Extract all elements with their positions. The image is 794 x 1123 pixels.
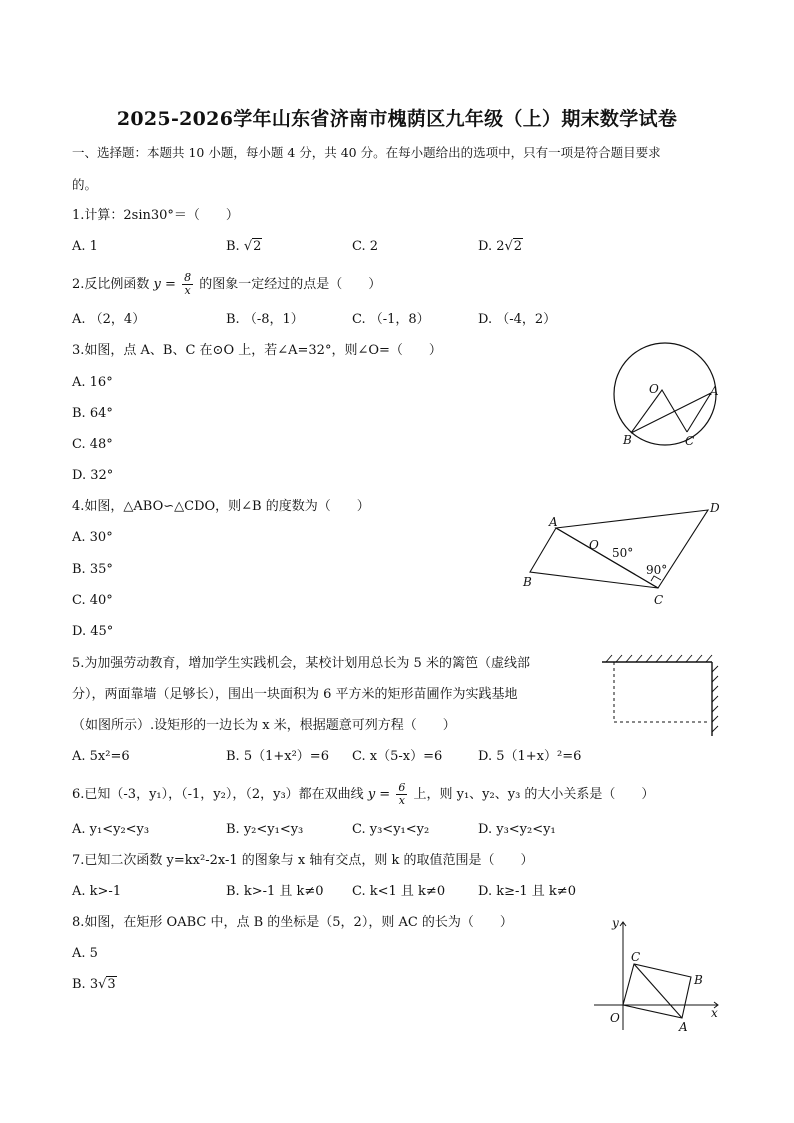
exam-title: 2025-2026学年山东省济南市槐荫区九年级（上）期末数学试卷 bbox=[116, 108, 678, 130]
q8-label-c: C bbox=[631, 950, 641, 964]
q1-option-c: C. 2 bbox=[352, 239, 379, 254]
q4-option-b: B. 35° bbox=[72, 562, 113, 577]
q3-circle-figure bbox=[600, 345, 730, 455]
q5-stem-line1: 5.为加强劳动教育，增加学生实践机会，某校计划用总长为 5 米的篱笆（虚线部 bbox=[72, 656, 530, 671]
q4-label-b: B bbox=[523, 575, 532, 589]
q6-option-c: C. y₃<y₁<y₂ bbox=[352, 822, 430, 837]
q8-option-a: A. 5 bbox=[72, 946, 98, 961]
q7-option-c: C. k<1 且 k≠0 bbox=[352, 884, 446, 899]
q4-angle-50: 50° bbox=[612, 546, 634, 560]
q7-option-b: B. k>-1 且 k≠0 bbox=[226, 884, 324, 899]
q3-option-a: A. 16° bbox=[72, 375, 113, 390]
q5-option-d: D. 5（1+x）²=6 bbox=[478, 749, 582, 764]
q3-label-c: C bbox=[685, 434, 695, 448]
section-instructions-cont: 的。 bbox=[72, 177, 98, 192]
q4-similar-triangles-figure bbox=[515, 498, 730, 610]
q3-option-d: D. 32° bbox=[72, 468, 114, 483]
q8-rectangle-figure bbox=[590, 912, 725, 1037]
q8-label-o: O bbox=[610, 1011, 620, 1025]
q1-option-a: A. 1 bbox=[72, 239, 98, 254]
q8-label-b: B bbox=[694, 973, 703, 987]
q4-triangle-abo bbox=[530, 528, 658, 588]
q6-option-d: D. y₃<y₂<y₁ bbox=[478, 822, 556, 837]
q1-d-radicand: 2 bbox=[513, 239, 523, 254]
q6-fraction: $\frac{6}{x}$ bbox=[398, 781, 406, 807]
q4-option-c: C. 40° bbox=[72, 593, 113, 608]
q5-stem-line3: （如图所示）.设矩形的一边长为 x 米，根据题意可列方程（ ） bbox=[72, 718, 456, 733]
q6-stem: 6.已知（-3，y₁），（-1，y₂），（2，y₃）都在双曲线 y = $\frac{6}{x}$ 上，则 y₁、y₂、y₃ 的大小关系是（ ） bbox=[72, 781, 655, 807]
q3-label-o: O bbox=[649, 382, 659, 396]
q3-option-c: C. 48° bbox=[72, 437, 113, 452]
q5-wall-hatching bbox=[606, 655, 718, 732]
q4-label-a: A bbox=[549, 515, 558, 529]
q8-b-radicand: 3 bbox=[107, 977, 116, 992]
q8-option-b: B. 3√3 bbox=[72, 977, 116, 992]
q3-stem: 3.如图，点 A、B、C 在⊙O 上，若∠A=32°，则∠O=（ ） bbox=[72, 343, 442, 358]
q2-option-d: D. （-4，2） bbox=[478, 312, 557, 327]
q4-label-c: C bbox=[654, 593, 664, 607]
q4-option-a: A. 30° bbox=[72, 530, 113, 545]
q5-option-b: B. 5（1+x²）=6 bbox=[226, 749, 329, 764]
q4-angle-90: 90° bbox=[646, 563, 668, 577]
q7-stem: 7.已知二次函数 y=kx²-2x-1 的图象与 x 轴有交点，则 k 的取值范围是（ ） bbox=[72, 853, 534, 868]
q1-b-radicand: 2 bbox=[253, 239, 262, 254]
q1-option-b: B. √2 bbox=[226, 239, 262, 254]
q3-angle-a bbox=[631, 393, 711, 433]
q7-option-d: D. k≥-1 且 k≠0 bbox=[478, 884, 576, 899]
q4-label-o: O bbox=[589, 538, 599, 552]
q2-option-a: A. （2，4） bbox=[72, 312, 146, 327]
q2-stem: 2.反比例函数 y = $\frac{8}{x}$ 的图象一定经过的点是（ ） bbox=[72, 271, 382, 297]
q2-fraction: $\frac{8}{x}$ bbox=[184, 271, 192, 297]
q8-stem: 8.如图，在矩形 OABC 中，点 B 的坐标是（5，2），则 AC 的长为（ ） bbox=[72, 915, 513, 930]
q5-fence-figure bbox=[600, 652, 718, 738]
q1-stem: 1.计算：2sin30°＝（ ） bbox=[72, 208, 239, 223]
q5-stem-line2: 分），两面靠墙（足够长），围出一块面积为 6 平方米的矩形苗圃作为实践基地 bbox=[72, 687, 518, 702]
q6-option-b: B. y₂<y₁<y₃ bbox=[226, 822, 304, 837]
q4-option-d: D. 45° bbox=[72, 624, 114, 639]
q3-label-b: B bbox=[623, 433, 632, 447]
q4-stem: 4.如图，△ABO∽△CDO，则∠B 的度数为（ ） bbox=[72, 499, 370, 514]
q8-label-a: A bbox=[679, 1020, 688, 1034]
q3-angle-o bbox=[631, 390, 687, 433]
q2-option-b: B. （-8，1） bbox=[226, 312, 304, 327]
q1-option-d: D. 2√2 bbox=[478, 239, 523, 254]
q7-option-a: A. k>-1 bbox=[72, 884, 122, 899]
q8-rectangle-oabc bbox=[623, 964, 691, 1018]
q3-option-b: B. 64° bbox=[72, 406, 113, 421]
q4-label-d: D bbox=[710, 501, 720, 515]
q8-diagonal-ac bbox=[634, 964, 682, 1018]
q5-fence-dashed bbox=[614, 662, 708, 722]
q2-option-c: C. （-1，8） bbox=[352, 312, 430, 327]
q3-label-a: A bbox=[710, 384, 719, 398]
q6-option-a: A. y₁<y₂<y₃ bbox=[72, 822, 150, 837]
section-instructions: 一、选择题：本题共 10 小题，每小题 4 分，共 40 分。在每小题给出的选项中，只有一项是符合题目要求 bbox=[72, 145, 661, 160]
q8-label-x: x bbox=[711, 1006, 718, 1020]
q5-option-c: C. x（5-x）=6 bbox=[352, 749, 443, 764]
q5-option-a: A. 5x²=6 bbox=[72, 749, 130, 764]
q8-label-y: y bbox=[612, 916, 619, 930]
